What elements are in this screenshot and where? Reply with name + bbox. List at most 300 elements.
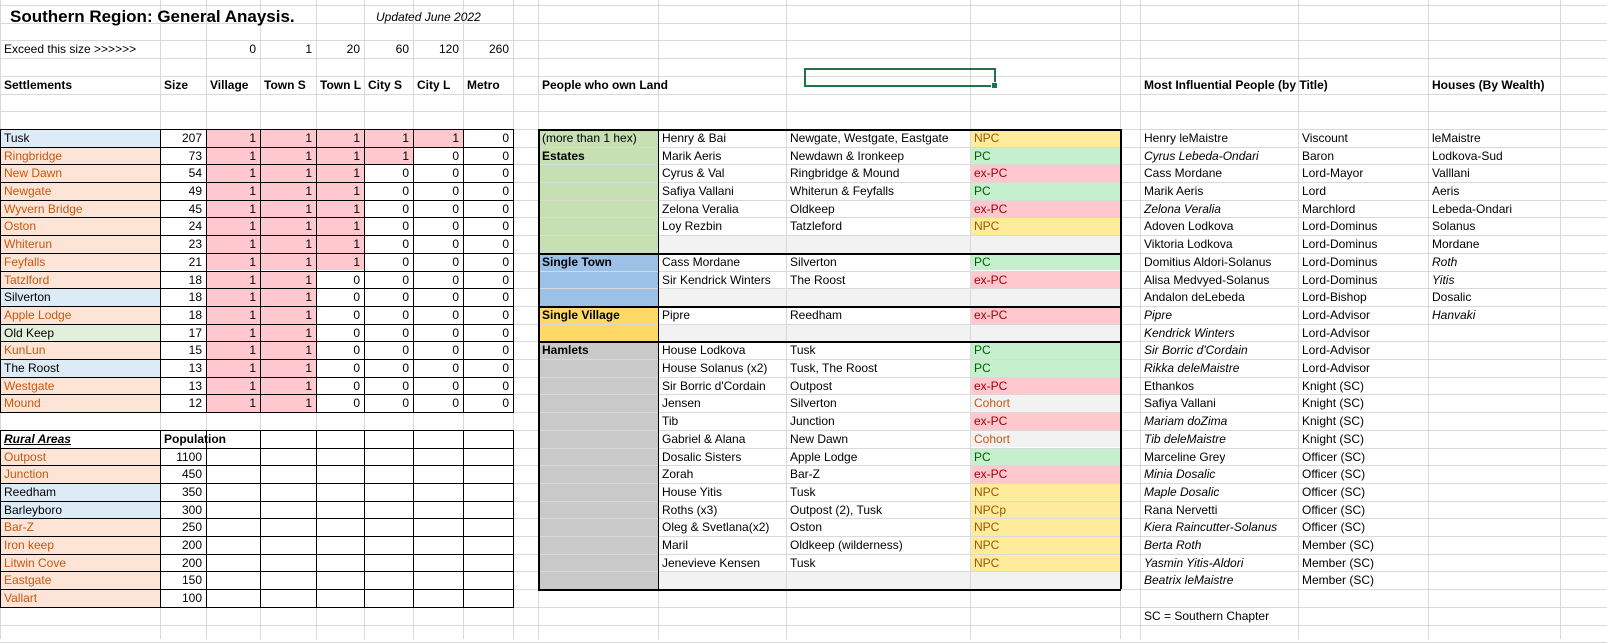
- settlement-name[interactable]: Ringbridge: [4, 148, 63, 163]
- rural-population[interactable]: 1100: [176, 449, 202, 464]
- selected-cell[interactable]: [804, 68, 996, 87]
- land-status[interactable]: ex-PC: [974, 201, 1008, 216]
- settlement-flag[interactable]: 1: [249, 361, 256, 375]
- settlement-flag[interactable]: 0: [402, 361, 409, 375]
- land-owner[interactable]: Marik Aeris: [662, 148, 722, 163]
- influential-name[interactable]: Rikka deleMaistre: [1144, 361, 1240, 375]
- settlement-flag[interactable]: 1: [353, 219, 360, 234]
- influential-name[interactable]: Cass Mordane: [1144, 166, 1223, 181]
- land-location[interactable]: Tusk: [790, 484, 816, 499]
- influential-title[interactable]: Officer (SC): [1302, 467, 1366, 482]
- settlement-flag[interactable]: 1: [353, 166, 360, 181]
- settlement-size[interactable]: 73: [188, 148, 202, 163]
- settlement-flag[interactable]: 1: [402, 148, 409, 163]
- land-owner[interactable]: Maril: [662, 538, 688, 552]
- settlement-flag[interactable]: 1: [305, 254, 312, 269]
- rural-population[interactable]: 300: [181, 502, 202, 517]
- influential-name[interactable]: Pipre: [1144, 307, 1173, 322]
- land-status[interactable]: PC: [974, 449, 991, 464]
- settlement-flag[interactable]: 1: [305, 184, 312, 198]
- land-owner[interactable]: Sir Borric d'Cordain: [662, 378, 766, 393]
- influential-name[interactable]: Alisa Medvyed-Solanus: [1144, 272, 1270, 287]
- land-status[interactable]: NPC: [974, 555, 1000, 570]
- settlement-flag[interactable]: 0: [353, 396, 360, 411]
- population-header[interactable]: Population: [164, 431, 226, 446]
- settlement-flag[interactable]: 1: [249, 130, 256, 145]
- land-group-label[interactable]: (more than 1 hex): [542, 130, 637, 145]
- influential-title[interactable]: Lord-Advisor: [1302, 325, 1371, 340]
- land-status[interactable]: PC: [974, 148, 991, 163]
- settlement-size[interactable]: 17: [188, 325, 202, 340]
- land-location[interactable]: Oston: [790, 520, 823, 535]
- threshold-label[interactable]: Exceed this size >>>>>>: [4, 42, 137, 57]
- settlement-flag[interactable]: 0: [452, 343, 459, 358]
- land-owner[interactable]: Zorah: [662, 467, 694, 482]
- land-location[interactable]: The Roost: [790, 272, 846, 287]
- influential-title[interactable]: Lord-Mayor: [1302, 166, 1364, 181]
- land-status[interactable]: Cohort: [974, 396, 1011, 411]
- settlements-header[interactable]: City S: [368, 77, 403, 92]
- land-location[interactable]: Silverton: [790, 396, 837, 411]
- settlement-flag[interactable]: 1: [305, 361, 312, 375]
- influential-name[interactable]: Henry leMaistre: [1144, 130, 1229, 145]
- settlement-flag[interactable]: 0: [353, 272, 360, 287]
- rural-population[interactable]: 450: [181, 467, 202, 482]
- influential-title[interactable]: Knight (SC): [1302, 431, 1365, 446]
- settlement-flag[interactable]: 1: [305, 378, 312, 393]
- settlement-flag[interactable]: 1: [353, 254, 360, 269]
- influential-title[interactable]: Lord: [1302, 184, 1327, 198]
- influential-name[interactable]: Maple Dosalic: [1144, 484, 1220, 499]
- settlement-size[interactable]: 54: [188, 166, 202, 181]
- settlement-flag[interactable]: 1: [305, 219, 312, 234]
- land-location[interactable]: New Dawn: [790, 431, 849, 446]
- rural-population[interactable]: 350: [181, 484, 202, 499]
- settlement-flag[interactable]: 0: [353, 290, 360, 305]
- land-location[interactable]: Bar-Z: [790, 467, 820, 482]
- influential-name[interactable]: Marik Aeris: [1144, 184, 1204, 198]
- settlement-size[interactable]: 23: [188, 237, 202, 252]
- settlement-flag[interactable]: 1: [305, 325, 312, 340]
- influential-name[interactable]: Viktoria Lodkova: [1144, 237, 1233, 252]
- land-status[interactable]: ex-PC: [974, 272, 1008, 287]
- threshold-value[interactable]: 20: [346, 42, 360, 57]
- influential-title[interactable]: Lord-Dominus: [1302, 272, 1378, 287]
- settlement-flag[interactable]: 0: [502, 307, 509, 322]
- influential-title[interactable]: Member (SC): [1302, 573, 1375, 588]
- settlement-name[interactable]: Westgate: [4, 378, 55, 393]
- land-location[interactable]: Outpost (2), Tusk: [790, 502, 883, 517]
- land-status[interactable]: NPCp: [974, 502, 1007, 517]
- settlement-flag[interactable]: 0: [353, 361, 360, 375]
- land-status[interactable]: PC: [974, 361, 991, 375]
- settlement-name[interactable]: Wyvern Bridge: [4, 201, 83, 216]
- settlement-flag[interactable]: 1: [353, 148, 360, 163]
- settlements-header[interactable]: Metro: [467, 77, 500, 92]
- settlement-flag[interactable]: 1: [353, 130, 360, 145]
- influential-name[interactable]: Berta Roth: [1144, 538, 1202, 552]
- settlement-name[interactable]: The Roost: [4, 361, 60, 375]
- settlement-flag[interactable]: 0: [452, 307, 459, 322]
- influential-title[interactable]: Lord-Bishop: [1302, 290, 1367, 305]
- settlement-name[interactable]: Tusk: [4, 130, 30, 145]
- settlement-flag[interactable]: 0: [452, 396, 459, 411]
- settlements-header[interactable]: Size: [164, 77, 189, 92]
- settlement-flag[interactable]: 0: [402, 184, 409, 198]
- settlement-name[interactable]: Mound: [4, 396, 41, 411]
- rural-header[interactable]: Rural Areas: [4, 431, 71, 446]
- house-name[interactable]: Dosalic: [1432, 290, 1472, 305]
- house-name[interactable]: Roth: [1432, 254, 1458, 269]
- settlement-name[interactable]: Feyfalls: [4, 254, 46, 269]
- land-owner[interactable]: House Yitis: [662, 484, 723, 499]
- influential-name[interactable]: Minia Dosalic: [1144, 467, 1216, 482]
- influential-title[interactable]: Member (SC): [1302, 538, 1375, 552]
- settlements-header[interactable]: Town L: [320, 77, 362, 92]
- settlement-name[interactable]: Newgate: [4, 184, 52, 198]
- settlement-flag[interactable]: 1: [249, 290, 256, 305]
- settlement-flag[interactable]: 0: [502, 201, 509, 216]
- settlement-size[interactable]: 49: [188, 184, 202, 198]
- settlement-flag[interactable]: 1: [249, 148, 256, 163]
- influential-title[interactable]: Lord-Advisor: [1302, 307, 1371, 322]
- influential-title[interactable]: Lord-Dominus: [1302, 237, 1378, 252]
- land-status[interactable]: ex-PC: [974, 166, 1008, 181]
- land-owner[interactable]: House Lodkova: [662, 343, 746, 358]
- rural-population[interactable]: 150: [181, 573, 202, 588]
- rural-name[interactable]: Junction: [4, 467, 49, 482]
- settlement-flag[interactable]: 1: [305, 307, 312, 322]
- land-owner[interactable]: Jenevieve Kensen: [662, 555, 761, 570]
- settlement-flag[interactable]: 0: [402, 219, 409, 234]
- house-name[interactable]: Lebeda-Ondari: [1432, 201, 1513, 216]
- settlement-flag[interactable]: 0: [402, 166, 409, 181]
- settlement-size[interactable]: 15: [188, 343, 202, 358]
- rural-name[interactable]: Litwin Cove: [4, 555, 67, 570]
- house-name[interactable]: Aeris: [1432, 184, 1460, 198]
- settlements-header[interactable]: City L: [417, 77, 451, 92]
- land-location[interactable]: Ringbridge & Mound: [790, 166, 900, 181]
- land-location[interactable]: Oldkeep: [790, 201, 835, 216]
- influential-name[interactable]: Beatrix leMaistre: [1144, 573, 1234, 588]
- land-owner[interactable]: Safiya Vallani: [662, 184, 734, 198]
- land-status[interactable]: NPC: [974, 520, 1000, 535]
- settlement-flag[interactable]: 1: [305, 343, 312, 358]
- settlement-flag[interactable]: 1: [249, 166, 256, 181]
- land-location[interactable]: Junction: [790, 414, 835, 429]
- settlement-flag[interactable]: 0: [402, 396, 409, 411]
- house-name[interactable]: Valllani: [1432, 166, 1470, 181]
- land-owner[interactable]: Pipre: [662, 307, 691, 322]
- land-status[interactable]: NPC: [974, 130, 1000, 145]
- settlement-flag[interactable]: 0: [452, 272, 459, 287]
- land-owner[interactable]: Oleg & Svetlana(x2): [662, 520, 770, 535]
- settlement-size[interactable]: 12: [188, 396, 202, 411]
- influential-title[interactable]: Knight (SC): [1302, 378, 1365, 393]
- rural-population[interactable]: 250: [181, 520, 202, 535]
- land-status[interactable]: ex-PC: [974, 378, 1008, 393]
- land-location[interactable]: Oldkeep (wilderness): [790, 538, 903, 552]
- land-owner[interactable]: Zelona Veralia: [662, 201, 739, 216]
- influential-title[interactable]: Knight (SC): [1302, 414, 1365, 429]
- settlement-flag[interactable]: 0: [502, 148, 509, 163]
- land-location[interactable]: Tusk, The Roost: [790, 361, 878, 375]
- settlement-name[interactable]: KunLun: [4, 343, 46, 358]
- house-name[interactable]: Solanus: [1432, 219, 1476, 234]
- settlement-size[interactable]: 13: [188, 378, 202, 393]
- settlement-flag[interactable]: 0: [402, 307, 409, 322]
- house-name[interactable]: Yitis: [1432, 272, 1455, 287]
- threshold-value[interactable]: 120: [438, 42, 459, 57]
- settlement-flag[interactable]: 0: [452, 219, 459, 234]
- settlement-flag[interactable]: 0: [452, 378, 459, 393]
- house-name[interactable]: Hanvaki: [1432, 307, 1476, 322]
- land-owner[interactable]: Roths (x3): [662, 502, 718, 517]
- settlement-flag[interactable]: 0: [502, 237, 509, 252]
- threshold-value[interactable]: 260: [488, 42, 509, 57]
- threshold-value[interactable]: 1: [305, 42, 312, 57]
- settlement-name[interactable]: Apple Lodge: [4, 307, 72, 322]
- houses-header[interactable]: Houses (By Wealth): [1432, 77, 1545, 92]
- influential-name[interactable]: Cyrus Lebeda-Ondari: [1144, 148, 1259, 163]
- settlement-flag[interactable]: 1: [249, 396, 256, 411]
- influential-name[interactable]: Marceline Grey: [1144, 449, 1226, 464]
- land-group-sublabel[interactable]: Estates: [542, 148, 585, 163]
- land-status[interactable]: PC: [974, 254, 991, 269]
- influential-name[interactable]: Domitius Aldori-Solanus: [1144, 254, 1272, 269]
- settlement-size[interactable]: 45: [188, 201, 202, 216]
- land-owner[interactable]: Jensen: [662, 396, 701, 411]
- settlement-flag[interactable]: 1: [249, 254, 256, 269]
- settlement-flag[interactable]: 1: [305, 290, 312, 305]
- influential-name[interactable]: Sir Borric d'Cordain: [1144, 343, 1248, 358]
- settlement-flag[interactable]: 0: [402, 378, 409, 393]
- land-owner[interactable]: Cass Mordane: [662, 254, 741, 269]
- land-location[interactable]: Reedham: [790, 307, 843, 322]
- settlement-flag[interactable]: 1: [305, 166, 312, 181]
- settlement-flag[interactable]: 1: [305, 201, 312, 216]
- settlement-size[interactable]: 24: [188, 219, 202, 234]
- influential-title[interactable]: Viscount: [1302, 130, 1348, 145]
- rural-name[interactable]: Reedham: [4, 484, 57, 499]
- influential-title[interactable]: Lord-Advisor: [1302, 343, 1371, 358]
- influential-name[interactable]: Tib deleMaistre: [1144, 431, 1226, 446]
- influential-name[interactable]: Rana Nervetti: [1144, 502, 1218, 517]
- land-location[interactable]: Newgate, Westgate, Eastgate: [790, 130, 949, 145]
- land-header[interactable]: People who own Land: [542, 77, 668, 92]
- settlement-flag[interactable]: 0: [502, 396, 509, 411]
- settlement-flag[interactable]: 0: [502, 378, 509, 393]
- threshold-value[interactable]: 60: [395, 42, 409, 57]
- settlement-flag[interactable]: 1: [249, 378, 256, 393]
- rural-name[interactable]: Iron keep: [4, 538, 55, 552]
- settlement-size[interactable]: 18: [188, 272, 202, 287]
- influential-title[interactable]: Lord-Dominus: [1302, 254, 1378, 269]
- settlement-flag[interactable]: 1: [249, 201, 256, 216]
- settlement-flag[interactable]: 0: [402, 343, 409, 358]
- settlement-flag[interactable]: 1: [249, 343, 256, 358]
- influential-title[interactable]: Lord-Dominus: [1302, 219, 1378, 234]
- settlement-flag[interactable]: 0: [402, 254, 409, 269]
- settlement-flag[interactable]: 0: [452, 325, 459, 340]
- land-status[interactable]: Cohort: [974, 431, 1011, 446]
- settlement-size[interactable]: 13: [188, 361, 202, 375]
- land-owner[interactable]: House Solanus (x2): [662, 361, 768, 375]
- influential-name[interactable]: Safiya Vallani: [1144, 396, 1216, 411]
- settlement-flag[interactable]: 0: [452, 254, 459, 269]
- threshold-value[interactable]: 0: [249, 42, 256, 57]
- influential-title[interactable]: Knight (SC): [1302, 396, 1365, 411]
- settlement-flag[interactable]: 0: [452, 148, 459, 163]
- rural-name[interactable]: Barleyboro: [4, 502, 63, 517]
- settlement-flag[interactable]: 0: [502, 343, 509, 358]
- influential-title[interactable]: Officer (SC): [1302, 520, 1366, 535]
- house-name[interactable]: Mordane: [1432, 237, 1480, 252]
- rural-name[interactable]: Outpost: [4, 449, 47, 464]
- influential-name[interactable]: Kendrick Winters: [1144, 325, 1235, 340]
- influential-title[interactable]: Baron: [1302, 148, 1335, 163]
- settlement-flag[interactable]: 1: [452, 130, 459, 145]
- influential-title[interactable]: Officer (SC): [1302, 484, 1366, 499]
- house-name[interactable]: Lodkova-Sud: [1432, 148, 1503, 163]
- land-status[interactable]: ex-PC: [974, 467, 1008, 482]
- settlement-flag[interactable]: 0: [502, 184, 509, 198]
- influential-title[interactable]: Officer (SC): [1302, 502, 1366, 517]
- land-location[interactable]: Tusk: [790, 555, 816, 570]
- land-owner[interactable]: Dosalic Sisters: [662, 449, 742, 464]
- land-status[interactable]: PC: [974, 184, 991, 198]
- settlement-flag[interactable]: 1: [249, 219, 256, 234]
- settlement-flag[interactable]: 1: [305, 272, 312, 287]
- land-location[interactable]: Newdawn & Ironkeep: [790, 148, 905, 163]
- rural-population[interactable]: 100: [181, 591, 202, 606]
- land-status[interactable]: PC: [974, 343, 991, 358]
- influential-name[interactable]: Kiera Raincutter-Solanus: [1144, 520, 1278, 535]
- settlement-flag[interactable]: 1: [249, 272, 256, 287]
- settlement-flag[interactable]: 0: [502, 254, 509, 269]
- settlement-size[interactable]: 207: [181, 130, 202, 145]
- settlement-flag[interactable]: 0: [402, 237, 409, 252]
- land-group-label[interactable]: Hamlets: [542, 343, 589, 358]
- settlement-flag[interactable]: 0: [502, 290, 509, 305]
- rural-population[interactable]: 200: [181, 555, 202, 570]
- rural-population[interactable]: 200: [181, 538, 202, 552]
- settlement-flag[interactable]: 0: [452, 361, 459, 375]
- influential-name[interactable]: Andalon deLebeda: [1144, 290, 1245, 305]
- settlement-flag[interactable]: 1: [249, 237, 256, 252]
- influential-name[interactable]: Adoven Lodkova: [1144, 219, 1234, 234]
- land-location[interactable]: Tusk: [790, 343, 816, 358]
- land-location[interactable]: Apple Lodge: [790, 449, 858, 464]
- settlement-flag[interactable]: 1: [249, 307, 256, 322]
- settlement-flag[interactable]: 0: [502, 325, 509, 340]
- settlement-flag[interactable]: 0: [502, 219, 509, 234]
- rural-name[interactable]: Vallart: [4, 591, 38, 606]
- settlement-flag[interactable]: 1: [249, 184, 256, 198]
- rural-name[interactable]: Bar-Z: [4, 520, 34, 535]
- land-status[interactable]: NPC: [974, 219, 1000, 234]
- land-owner[interactable]: Sir Kendrick Winters: [662, 272, 771, 287]
- settlement-flag[interactable]: 1: [305, 237, 312, 252]
- settlement-flag[interactable]: 0: [353, 343, 360, 358]
- settlements-header[interactable]: Settlements: [4, 77, 73, 92]
- land-group-label[interactable]: Single Village: [542, 307, 620, 322]
- land-status[interactable]: NPC: [974, 484, 1000, 499]
- land-owner[interactable]: Gabriel & Alana: [662, 431, 746, 446]
- footnote[interactable]: SC = Southern Chapter: [1144, 608, 1270, 623]
- influential-name[interactable]: Yasmin Yitis-Aldori: [1144, 555, 1244, 570]
- settlement-flag[interactable]: 0: [452, 184, 459, 198]
- land-status[interactable]: NPC: [974, 538, 1000, 552]
- land-group-label[interactable]: Single Town: [542, 254, 612, 269]
- land-status[interactable]: ex-PC: [974, 307, 1008, 322]
- influential-name[interactable]: Mariam doZima: [1144, 414, 1228, 429]
- settlement-name[interactable]: New Dawn: [4, 166, 63, 181]
- settlements-header[interactable]: Town S: [264, 77, 306, 92]
- settlement-size[interactable]: 21: [188, 254, 202, 269]
- settlement-flag[interactable]: 0: [502, 361, 509, 375]
- settlement-flag[interactable]: 0: [452, 166, 459, 181]
- land-location[interactable]: Whiterun & Feyfalls: [790, 184, 895, 198]
- settlement-flag[interactable]: 0: [502, 166, 509, 181]
- settlement-flag[interactable]: 0: [502, 130, 509, 145]
- settlement-flag[interactable]: 1: [249, 325, 256, 340]
- house-name[interactable]: leMaistre: [1432, 130, 1481, 145]
- settlement-size[interactable]: 18: [188, 307, 202, 322]
- settlement-flag[interactable]: 1: [305, 396, 312, 411]
- settlement-flag[interactable]: 0: [353, 307, 360, 322]
- settlement-name[interactable]: Oston: [4, 219, 37, 234]
- settlement-flag[interactable]: 1: [353, 201, 360, 216]
- influential-title[interactable]: Lord-Advisor: [1302, 361, 1371, 375]
- land-owner[interactable]: Cyrus & Val: [662, 166, 725, 181]
- settlement-flag[interactable]: 0: [452, 290, 459, 305]
- settlement-flag[interactable]: 0: [402, 325, 409, 340]
- influential-title[interactable]: Member (SC): [1302, 555, 1375, 570]
- settlement-flag[interactable]: 0: [402, 272, 409, 287]
- settlement-flag[interactable]: 0: [353, 378, 360, 393]
- land-owner[interactable]: Tib: [662, 414, 679, 429]
- influential-name[interactable]: Zelona Veralia: [1144, 201, 1221, 216]
- influential-header[interactable]: Most Influential People (by Title): [1144, 77, 1328, 92]
- settlement-flag[interactable]: 0: [402, 201, 409, 216]
- settlement-flag[interactable]: 0: [402, 290, 409, 305]
- land-owner[interactable]: Henry & Bai: [662, 130, 727, 145]
- settlement-flag[interactable]: 1: [305, 148, 312, 163]
- influential-title[interactable]: Officer (SC): [1302, 449, 1366, 464]
- settlement-flag[interactable]: 1: [353, 237, 360, 252]
- land-location[interactable]: Silverton: [790, 254, 837, 269]
- settlements-header[interactable]: Village: [210, 77, 249, 92]
- settlement-size[interactable]: 18: [188, 290, 202, 305]
- settlement-name[interactable]: Silverton: [4, 290, 51, 305]
- land-status[interactable]: ex-PC: [974, 414, 1008, 429]
- settlement-flag[interactable]: 1: [353, 184, 360, 198]
- settlement-flag[interactable]: 0: [452, 237, 459, 252]
- rural-name[interactable]: Eastgate: [4, 573, 52, 588]
- settlement-flag[interactable]: 1: [402, 130, 409, 145]
- settlement-name[interactable]: Old Keep: [4, 325, 55, 340]
- land-location[interactable]: Tatzleford: [790, 219, 843, 234]
- land-owner[interactable]: Loy Rezbin: [662, 219, 723, 234]
- influential-title[interactable]: Marchlord: [1302, 201, 1356, 216]
- settlement-flag[interactable]: 0: [502, 272, 509, 287]
- settlement-flag[interactable]: 1: [305, 130, 312, 145]
- settlement-name[interactable]: Whiterun: [4, 237, 53, 252]
- settlement-name[interactable]: Tatzlford: [4, 272, 50, 287]
- influential-name[interactable]: Ethankos: [1144, 378, 1195, 393]
- settlement-flag[interactable]: 0: [353, 325, 360, 340]
